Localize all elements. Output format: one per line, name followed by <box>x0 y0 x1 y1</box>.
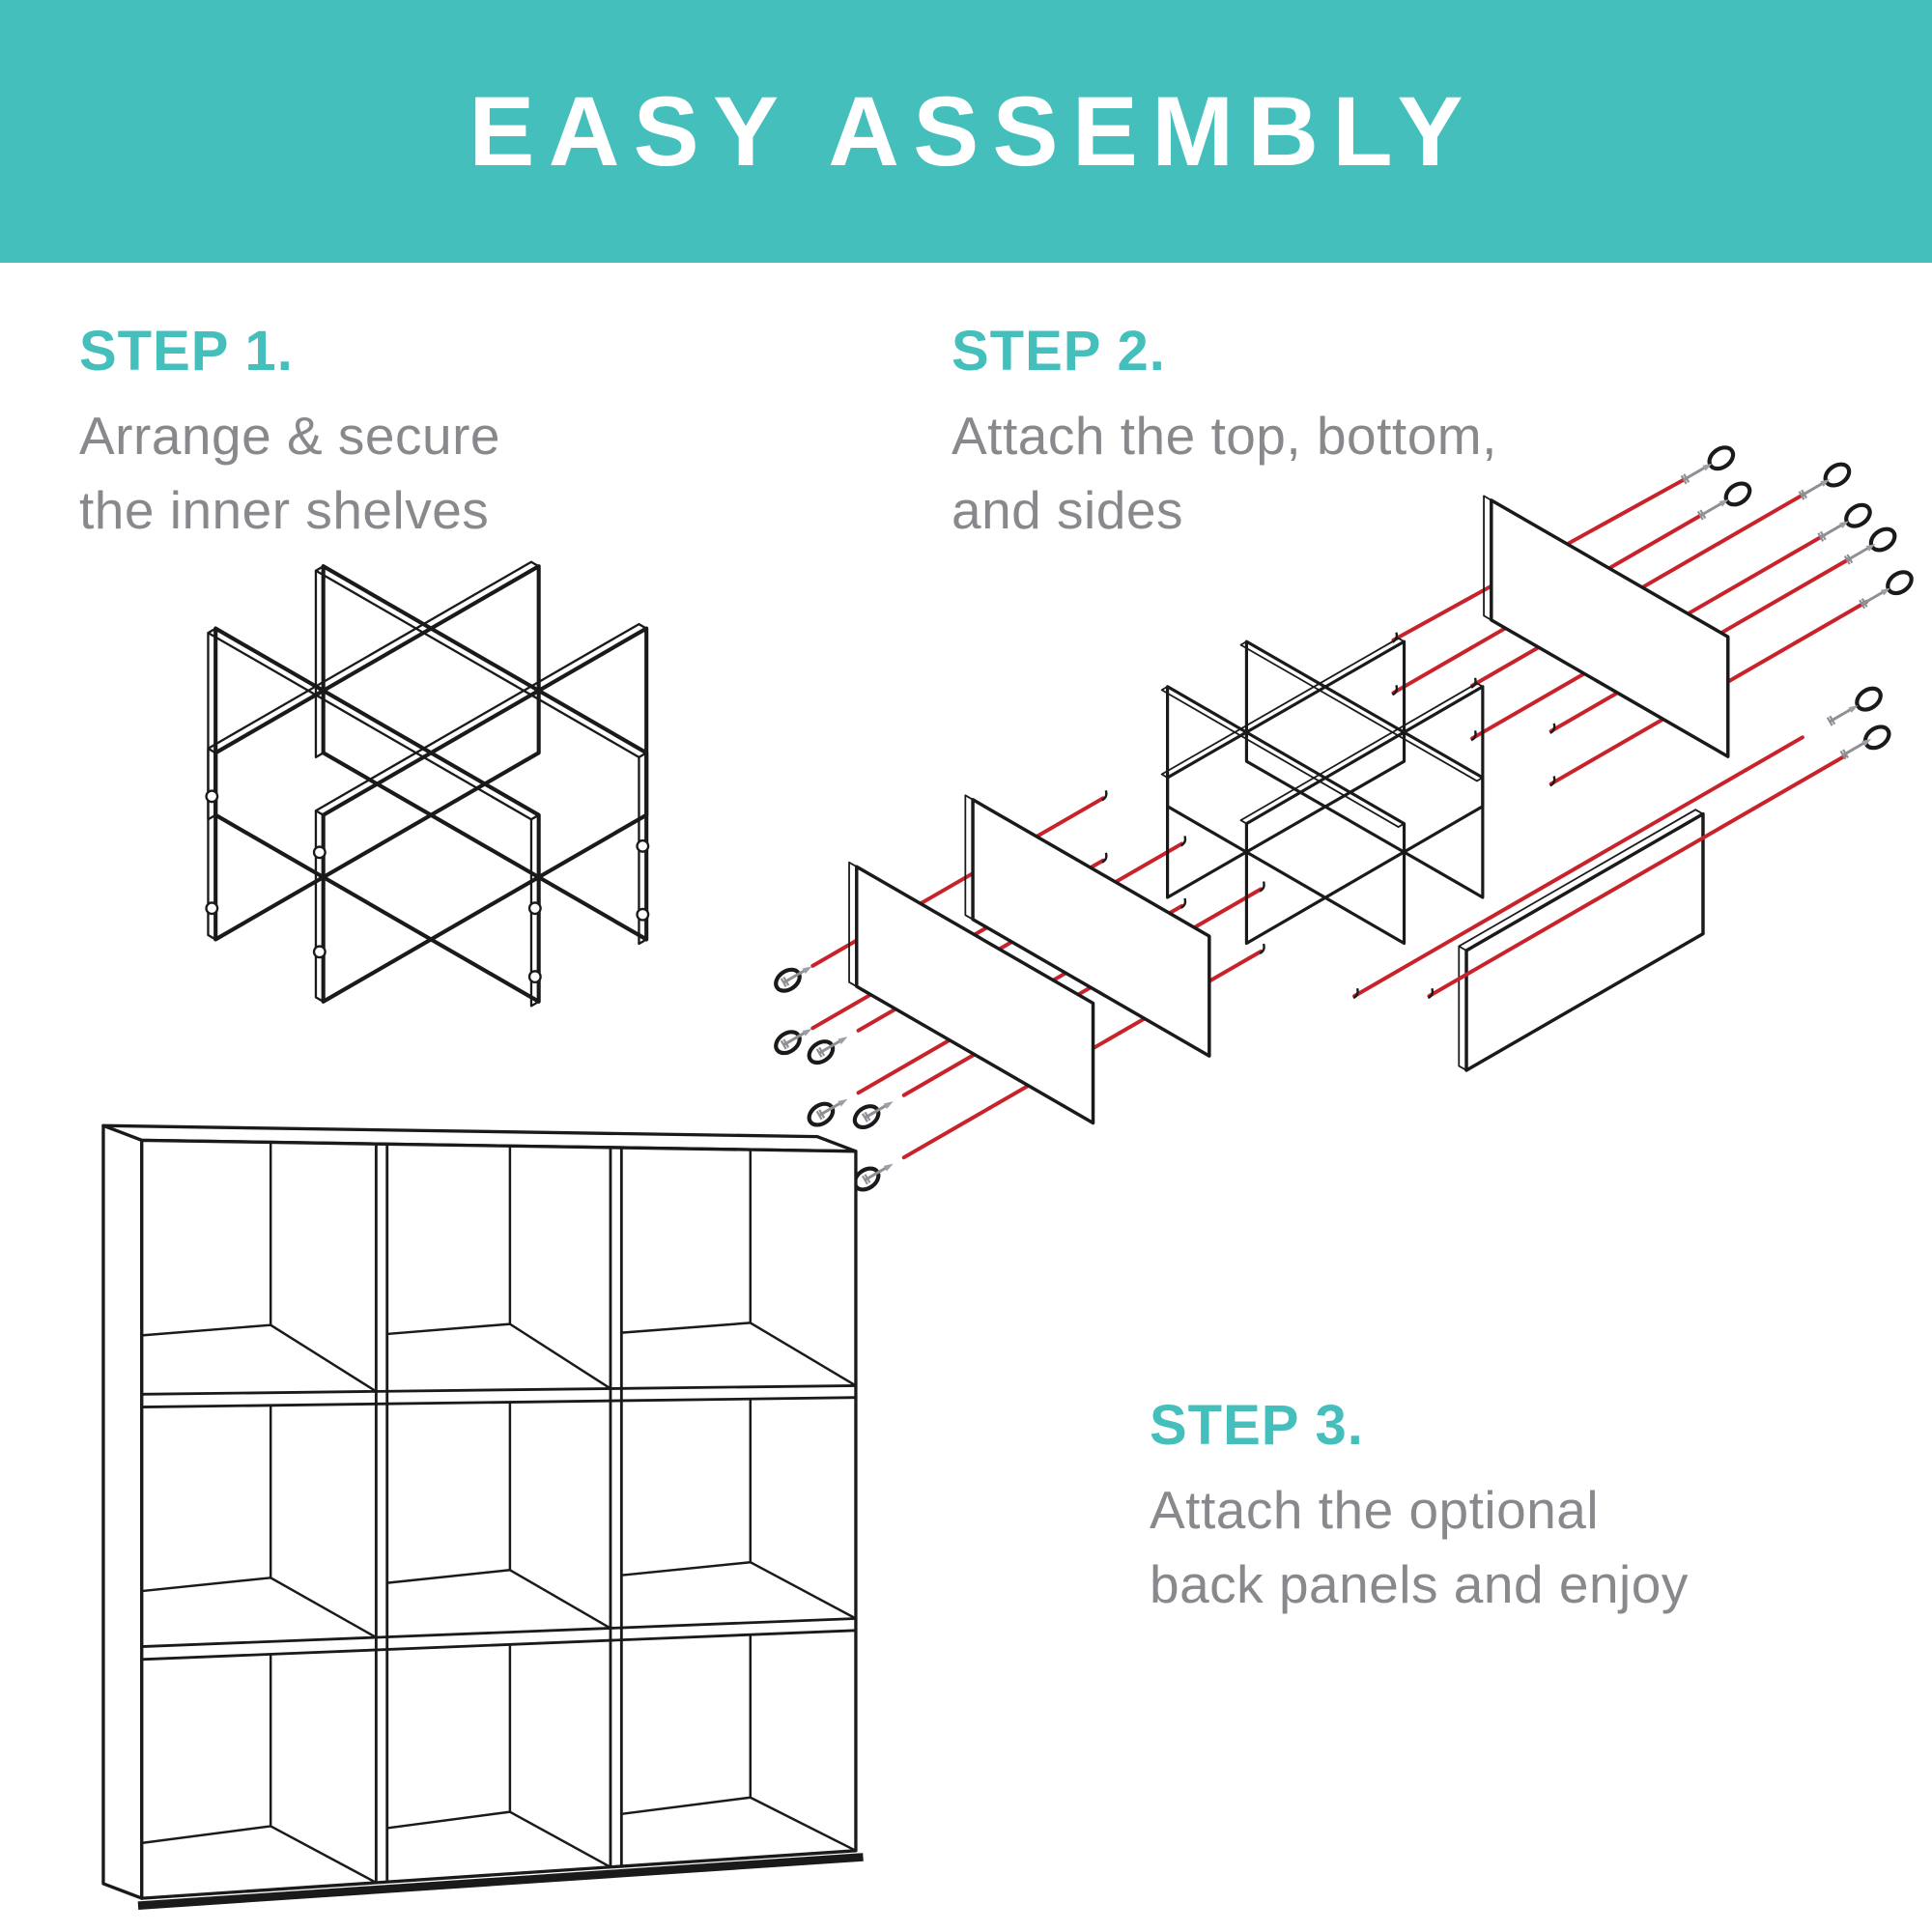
step1-diagram <box>130 526 720 1024</box>
step2-description: Attach the top, bottom, and sides <box>952 406 1497 540</box>
step3-label: STEP 3. <box>1150 1394 1364 1457</box>
step1-block <box>79 319 500 548</box>
page-title: EASY ASSEMBLY <box>469 75 1477 186</box>
step3-diagram <box>85 1094 872 1919</box>
shelf-panels-crossed <box>207 562 649 1007</box>
step2-diagram <box>773 440 1932 1227</box>
header-banner <box>0 0 1932 263</box>
fasteners-upper-right <box>1682 443 1916 609</box>
exploded-assembly-drawing <box>773 440 1932 1227</box>
step1-description: Arrange & secure the inner shelves <box>79 406 500 540</box>
step1-label: STEP 1. <box>79 320 294 383</box>
shelf-hole-icon <box>207 791 649 982</box>
side-panels-left <box>849 795 1209 1122</box>
top-panel-right <box>1484 496 1728 756</box>
step3-block <box>1150 1393 1689 1622</box>
bottom-panel-front <box>1459 810 1703 1070</box>
step2-label: STEP 2. <box>952 320 1166 383</box>
assembled-organizer-drawing <box>85 1094 872 1919</box>
inner-shelves-drawing <box>130 526 720 1024</box>
inner-shelf-core <box>1162 639 1483 944</box>
step3-description: Attach the optional back panels and enjoy <box>1150 1480 1689 1614</box>
